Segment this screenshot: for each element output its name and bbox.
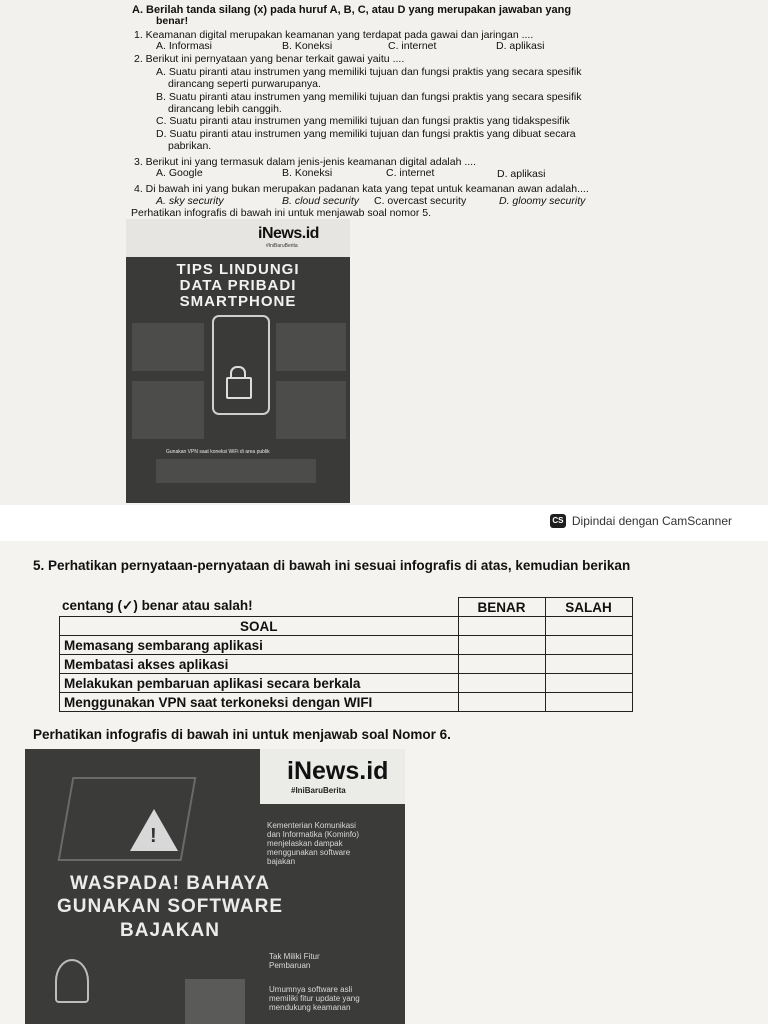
answer-cell-benar[interactable] <box>458 674 545 693</box>
statement-4: Menggunakan VPN saat terkoneksi dengan WIFI <box>60 693 459 712</box>
no-update-text-5: mendukung keamanan <box>269 1003 351 1012</box>
infographic-title-line-1: TIPS LINDUNGI <box>176 261 300 278</box>
infographic-pirated-software <box>25 749 405 1024</box>
table-row <box>60 674 633 693</box>
answer-cell-salah[interactable] <box>545 655 632 674</box>
infographic-2-title-line-2: GUNAKAN SOFTWARE <box>56 896 284 917</box>
kominfo-text-4: menggunakan software <box>267 848 351 857</box>
kominfo-text-3: menjelaskan dampak <box>267 839 343 848</box>
infographic-data-privacy <box>126 219 350 503</box>
software-box-illustration <box>185 979 245 1024</box>
worksheet-page-2 <box>0 541 768 1024</box>
tip-block-right-bottom <box>276 381 346 439</box>
q3-option-a: A. Google <box>156 167 203 179</box>
q4-option-a: A. sky security <box>156 195 224 207</box>
q2-option-d-line2: pabrikan. <box>168 140 212 152</box>
no-update-text-1: Tak Miliki Fitur <box>269 952 320 961</box>
answer-cell-salah[interactable] <box>545 636 632 655</box>
true-false-table <box>59 597 633 712</box>
no-update-text-3: Umumnya software asli <box>269 985 353 994</box>
answer-cell-salah[interactable] <box>545 693 632 712</box>
question-2: 2. Berikut ini pernyataan yang benar terkait gawai yaitu .... <box>134 53 405 65</box>
table-row <box>60 655 633 674</box>
inews-tagline: #IniBaruBerita <box>291 786 346 795</box>
question-5-line-1: 5. Perhatikan pernyataan-pernyataan di bawah ini sesuai infografis di atas, kemudian berikan <box>33 558 631 573</box>
answer-cell-salah[interactable] <box>545 617 632 636</box>
q3-option-d: D. aplikasi <box>497 168 546 180</box>
q2-option-b-line1: B. Suatu piranti atau instrumen yang memiliki tujuan dan fungsi praktis yang secara spesifik <box>156 91 582 103</box>
table-row <box>60 693 633 712</box>
kominfo-text-2: dan Informatika (Kominfo) <box>267 830 360 839</box>
question-3: 3. Berikut ini yang termasuk dalam jenis-jenis keamanan digital adalah .... <box>134 156 477 168</box>
camscanner-label <box>550 514 732 528</box>
vpn-tip-text: Gunakan VPN saat koneksi WiFi di area publik <box>166 449 270 455</box>
no-update-text-4: memiliki fitur update yang <box>269 994 360 1003</box>
inews-tagline: #IniBaruBerita <box>266 243 298 249</box>
q4-option-d: D. gloomy security <box>499 195 586 207</box>
answer-cell-benar[interactable] <box>458 693 545 712</box>
q3-option-b: B. Koneksi <box>282 167 333 179</box>
infographic-2-title-line-1: WASPADA! BAHAYA <box>69 873 271 894</box>
infographic-2-intro: Perhatikan infografis di bawah ini untuk menjawab soal Nomor 6. <box>33 727 451 742</box>
statement-1: Memasang sembarang aplikasi <box>60 636 459 655</box>
q2-option-a-line2: dirancang seperti purwarupanya. <box>168 78 321 90</box>
smartphone-illustration <box>212 315 270 415</box>
no-update-text-2: Pembaruan <box>269 961 311 970</box>
pirate-skull-icon <box>55 959 89 1003</box>
q2-option-d-line1: D. Suatu piranti atau instrumen yang memiliki tujuan dan fungsi praktis yang dibuat secara <box>156 128 576 140</box>
question-1: 1. Keamanan digital merupakan keamanan yang terdapat pada gawai dan jaringan .... <box>134 29 534 41</box>
q2-option-b-line2: dirancang lebih canggih. <box>168 103 282 115</box>
inews-logo: iNews.id <box>287 757 389 785</box>
infographic-title-line-3: SMARTPHONE <box>179 293 297 310</box>
statement-3: Melakukan pembaruan aplikasi secara berkala <box>60 674 459 693</box>
tip-block-right-top <box>276 323 346 371</box>
header-benar: BENAR <box>458 598 545 617</box>
camscanner-text: Dipindai dengan CamScanner <box>571 514 732 528</box>
question-4: 4. Di bawah ini yang bukan merupakan padanan kata yang tepat untuk keamanan awan adalah.... <box>134 183 589 195</box>
worksheet-page-1 <box>0 0 768 505</box>
q2-option-a-line1: A. Suatu piranti atau instrumen yang memiliki tujuan dan fungsi praktis yang secara spesifik <box>156 66 582 78</box>
q1-option-d: D. aplikasi <box>496 40 545 52</box>
answer-cell-salah[interactable] <box>545 674 632 693</box>
instruction-line-1: A. Berilah tanda silang (x) pada huruf A, B, C, atau D yang merupakan jawaban yang <box>132 4 572 16</box>
q1-option-c: C. internet <box>388 40 437 52</box>
q4-option-c: C. overcast security <box>374 195 467 207</box>
tip-block-left-top <box>132 323 204 371</box>
camscanner-logo-icon: CS <box>550 514 566 528</box>
padlock-icon <box>226 377 252 399</box>
instruction-line-2: benar! <box>156 15 189 27</box>
q1-option-a: A. Informasi <box>156 40 213 52</box>
kominfo-text-5: bajakan <box>267 857 296 866</box>
table-row <box>60 636 633 655</box>
q2-option-c-line1: C. Suatu piranti atau instrumen yang memiliki tujuan dan fungsi praktis yang tidakspesifik <box>156 115 570 127</box>
statement-2: Membatasi akses aplikasi <box>60 655 459 674</box>
inews-logo: iNews.id <box>258 225 319 242</box>
vpn-tip-block <box>156 459 316 483</box>
header-salah: SALAH <box>545 598 632 617</box>
camscanner-watermark-bar <box>0 505 768 541</box>
exclamation-icon: ! <box>150 825 157 847</box>
infographic-1-intro: Perhatikan infografis di bawah ini untuk menjawab soal nomor 5. <box>131 207 432 219</box>
answer-cell-benar[interactable] <box>458 655 545 674</box>
q4-option-b: B. cloud security <box>282 195 360 207</box>
tip-block-left-bottom <box>132 381 204 439</box>
question-5-line-2: centang (✓) benar atau salah! <box>62 598 253 613</box>
kominfo-text-1: Kementerian Komunikasi <box>267 821 356 830</box>
header-soal: SOAL <box>60 617 459 636</box>
infographic-2-title-line-3: BAJAKAN <box>120 920 220 941</box>
answer-cell-benar[interactable] <box>458 617 545 636</box>
q3-option-c: C. internet <box>386 167 435 179</box>
answer-cell-benar[interactable] <box>458 636 545 655</box>
infographic-title-line-2: DATA PRIBADI <box>179 277 297 294</box>
q1-option-b: B. Koneksi <box>282 40 333 52</box>
